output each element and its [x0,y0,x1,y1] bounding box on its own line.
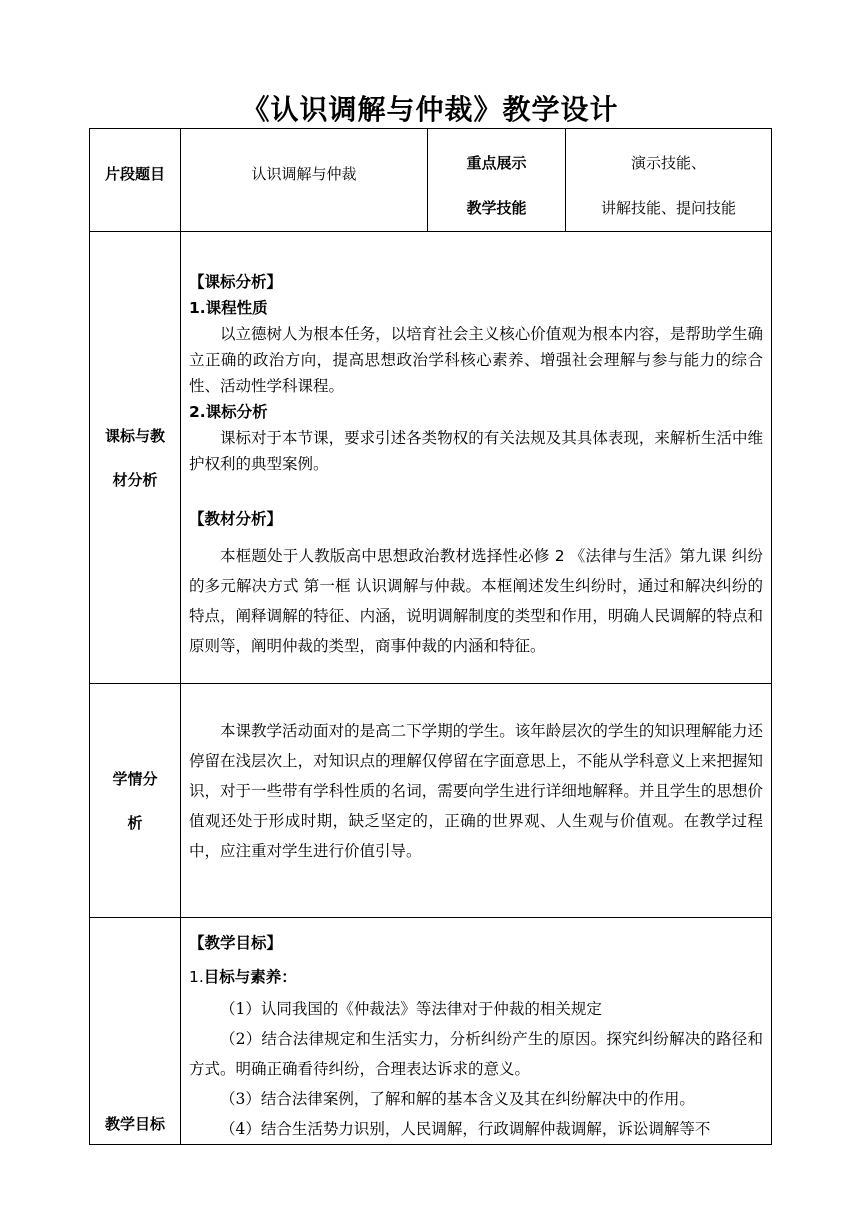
student-content-cell [181,684,772,918]
student-analysis-text: 本课教学活动面对的是高二下学期的学生。该年龄层次的学生的知识理解能力还停留在浅层次上，对知识点的理解仅停留在字面意思上，不能从学科意义上来把握知识，对于一些带有学科性质的名词，需要向学生进行详细地解释。并且学生的思想价值观还处于形成时期，缺乏坚定的，正确的世界观、人生观与价值观。在教学过程中，应注重对学生进行价值引导。 [189,722,763,860]
student-label-line-2: 析 [127,813,143,832]
objectives-heading: 【教学目标】 [189,934,283,952]
student-content [181,684,771,866]
curriculum-label-line-1: 课标与教 [104,426,165,445]
objective-item: （4）结合生活势力识别，人民调解，行政调解仲裁调解，诉讼调解等不 [220,1120,711,1138]
skill-value [566,129,771,231]
curriculum-content-cell [181,232,772,684]
course-nature-text: 以立德树人为根本任务，以培育社会主义核心价值观为根本内容，是帮助学生确立正确的政治方向，提高思想政治学科核心素养、增强社会理解与参与能力的综合性、活动性学科课程。 [189,325,763,395]
curriculum-label [105,414,165,502]
objectives-content-cell [181,918,772,1145]
skill-label-line-2: 教学技能 [466,199,527,217]
student-label-cell [90,684,181,918]
objectives-subheading-number: 1. [189,968,204,986]
row-student-analysis [90,684,772,918]
topic-value: 认识调解与仲裁 [251,165,357,183]
objectives-subheading [189,960,763,994]
standard-analysis-subheading: 2.课标分析 [189,403,268,421]
objectives-label: 教学目标 [104,1115,165,1133]
skill-value-line-1: 演示技能、 [630,154,706,172]
skill-value-line-2: 讲解技能、提问技能 [600,199,736,217]
row-teaching-objectives [90,918,772,1145]
skill-label [428,129,565,231]
objectives-subheading-text: 目标与素养： [203,968,297,986]
standard-analysis-heading: 【课标分析】 [189,273,283,291]
course-nature-heading: 1.课程性质 [189,299,268,317]
skill-label-cell [428,129,566,232]
skill-value-cell [566,129,772,232]
objectives-content [181,918,771,1144]
row-topic [90,129,772,232]
objectives-label-cell [90,918,181,1145]
student-label-line-1: 学情分 [112,769,158,788]
objective-item: （3）结合法律案例，了解和解的基本含义及其在纠纷解决中的作用。 [220,1090,695,1108]
document-title: 《认识调解与仲裁》教学设计 [241,93,619,126]
lesson-plan-table [89,128,772,1145]
standard-analysis-text: 课标对于本节课，要求引述各类物权的有关法规及其具体表现，来解析生活中维护权利的典型案例。 [189,429,763,473]
objective-item: （2）结合法律规定和生活实力，分析纠纷产生的原因。探究纠纷解决的路径和方式。明确正确看待纠纷，合理表达诉求的意义。 [189,1030,763,1078]
topic-label-cell [90,129,181,232]
skill-label-line-1: 重点展示 [466,154,527,172]
student-label [112,757,157,845]
curriculum-label-line-2: 材分析 [112,470,158,489]
textbook-analysis-text: 本框题处于人教版高中思想政治教材选择性必修 2 《法律与生活》第九课 纠纷的多元解决方式 第一框 认识调解与仲裁。本框阐述发生纠纷时，通过和解决纠纷的特点，阐释调解的特征、内涵，说明调解制度的类型和作用，明确人民调解的特点和原则等，阐明仲裁的类型，商事仲裁的内涵和特征。 [189,547,763,655]
textbook-analysis-heading: 【教材分析】 [189,510,283,528]
curriculum-label-cell [90,232,181,684]
topic-value-cell [181,129,428,232]
curriculum-content [181,232,771,661]
objective-item: （1）认同我国的《仲裁法》等法律对于仲裁的相关规定 [220,1000,602,1018]
topic-label: 片段题目 [104,165,165,183]
row-curriculum-analysis [90,232,772,684]
